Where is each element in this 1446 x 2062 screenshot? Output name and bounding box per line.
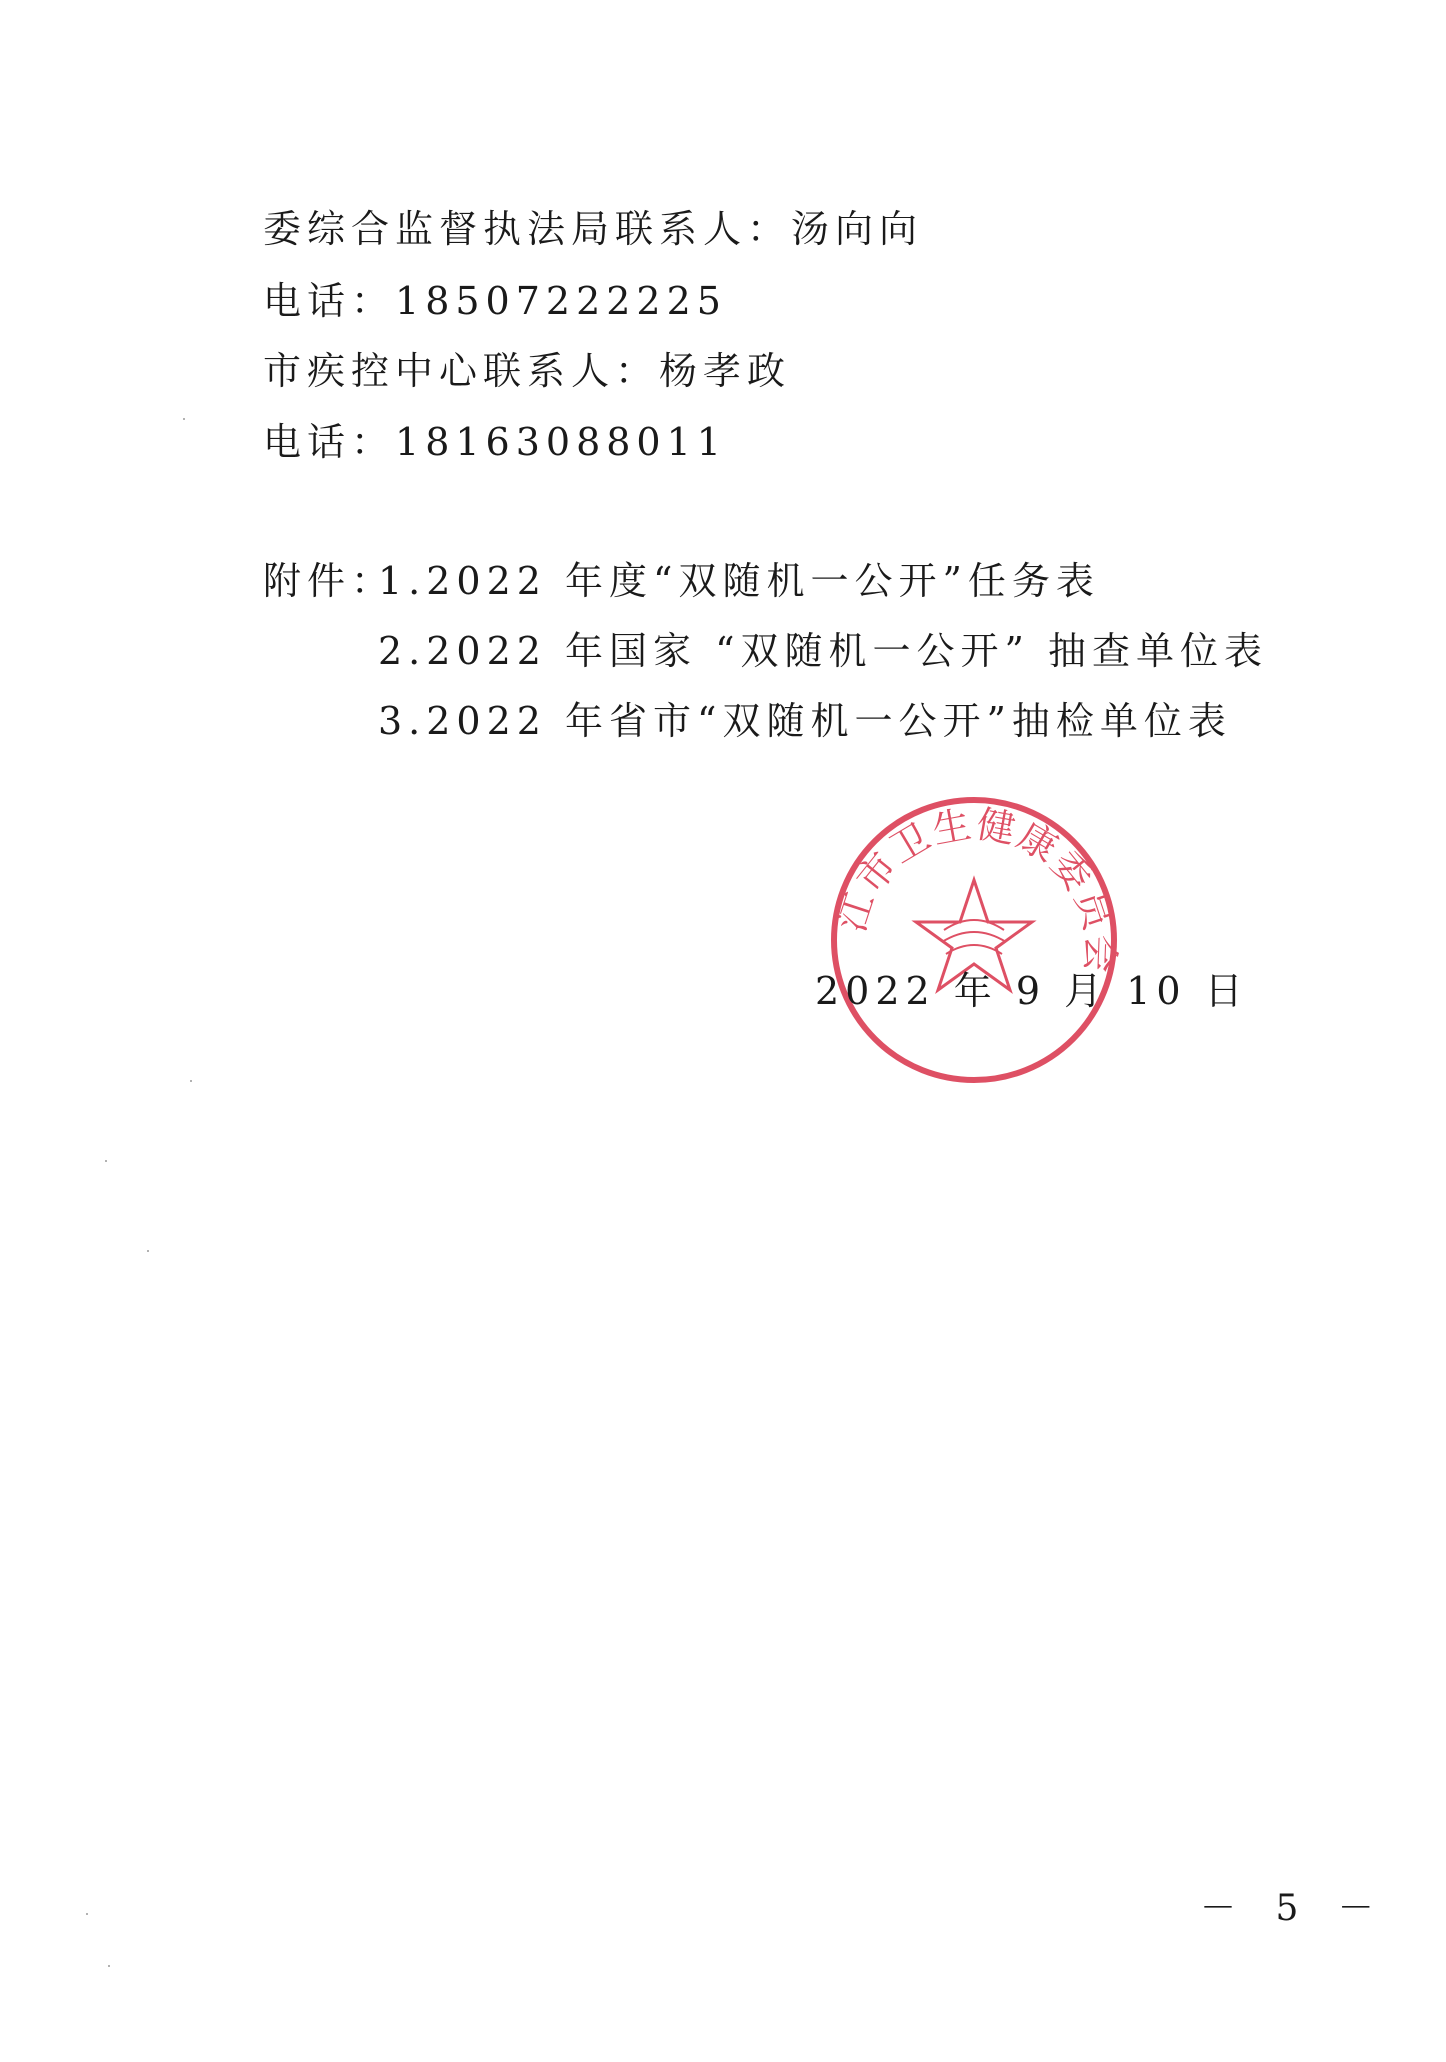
- contact-supervision-label: 委综合监督执法局联系人：: [263, 207, 792, 251]
- contact-cdc-label: 市疾控中心联系人：: [263, 349, 660, 393]
- contact-cdc-phone-label: 电话：: [263, 420, 396, 464]
- contact-supervision-phone: [263, 279, 727, 323]
- contact-cdc: [263, 349, 792, 393]
- scan-speck: [147, 1250, 149, 1252]
- attachment-item-2: 2.2022 年国家 “双随机一公开” 抽查单位表: [378, 629, 1269, 673]
- seal-text: 江市卫生健康委员会: [829, 801, 1123, 976]
- contact-supervision-name: 汤向向: [791, 207, 924, 251]
- scan-speck: [105, 1160, 107, 1162]
- contact-supervision: [263, 207, 924, 251]
- attachments-label: 附件：: [263, 559, 396, 603]
- contact-cdc-phone-number: 18163088011: [395, 420, 727, 464]
- attachment-item-1: 1.2022 年度“双随机一公开”任务表: [378, 559, 1100, 603]
- contact-supervision-phone-label: 电话：: [263, 279, 396, 323]
- scan-speck: [190, 1080, 192, 1082]
- attachment-item-3: 3.2022 年省市“双随机一公开”抽检单位表: [378, 699, 1232, 743]
- scan-speck: [183, 418, 185, 420]
- official-seal: [824, 790, 1124, 1090]
- scan-speck: [108, 1965, 110, 1967]
- issue-date: 2022 年 9 月 10 日: [815, 969, 1249, 1013]
- contact-cdc-name: 杨孝政: [659, 349, 792, 393]
- page-number: － 5 －: [1200, 1888, 1388, 1929]
- contact-supervision-phone-number: 18507222225: [395, 279, 727, 323]
- contact-cdc-phone: [263, 420, 727, 464]
- scan-speck: [86, 1913, 88, 1915]
